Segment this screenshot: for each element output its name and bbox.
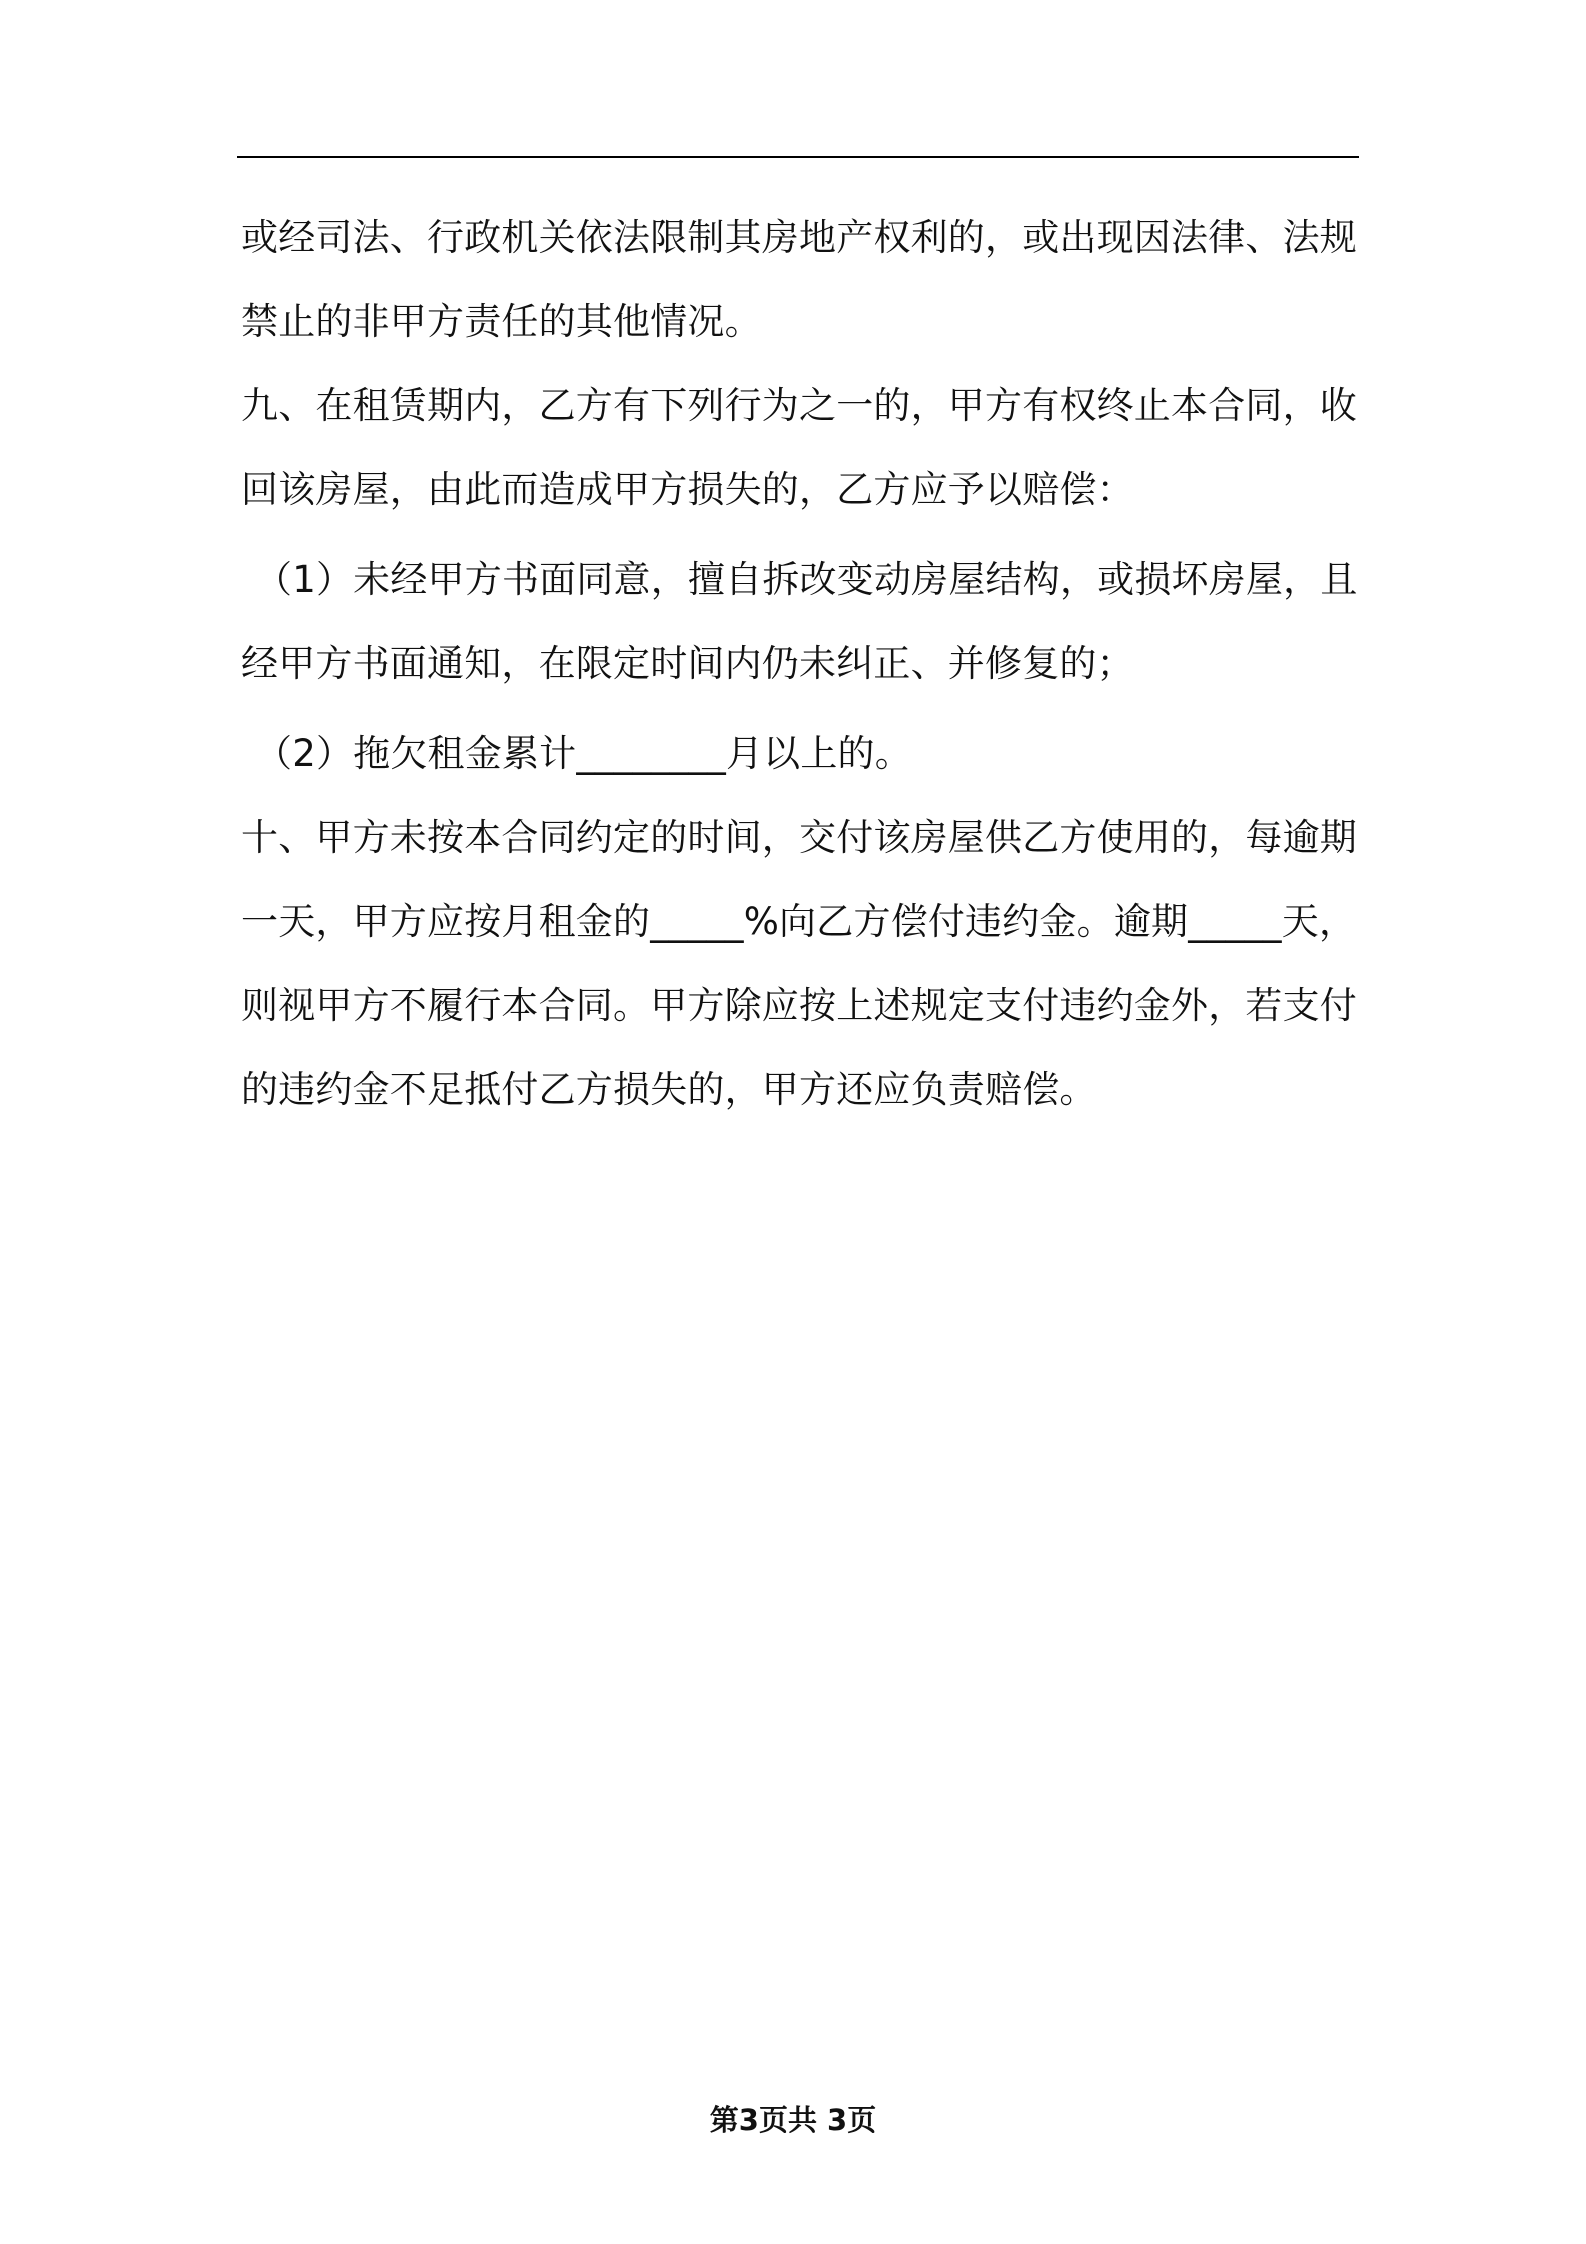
clause-ten-line: 的违约金不足抵付乙方损失的，甲方还应负责赔偿。	[241, 1068, 1097, 1111]
clause-item-1-line: 经甲方书面通知，在限定时间内仍未纠正、并修复的；	[241, 642, 1134, 685]
clause-item-2-line: （2）拖欠租金累计________月以上的。	[255, 732, 912, 775]
clause-ten-line: 十、甲方未按本合同约定的时间，交付该房屋供乙方使用的，每逾期	[241, 816, 1357, 859]
clause-nine-line: 九、在租赁期内，乙方有下列行为之一的，甲方有权终止本合同，收	[241, 384, 1357, 427]
body-line: 禁止的非甲方责任的其他情况。	[241, 300, 762, 343]
clause-item-1-line: （1）未经甲方书面同意，擅自拆改变动房屋结构，或损坏房屋，且	[255, 558, 1358, 601]
clause-nine-line: 回该房屋，由此而造成甲方损失的，乙方应予以赔偿：	[241, 468, 1134, 511]
document-body	[241, 196, 1361, 1132]
clause-ten-line: 则视甲方不履行本合同。甲方除应按上述规定支付违约金外，若支付	[241, 984, 1357, 1027]
clause-ten-line: 一天，甲方应按月租金的_____%向乙方偿付违约金。逾期_____天，	[241, 900, 1357, 943]
body-line: 或经司法、行政机关依法限制其房地产权利的，或出现因法律、法规	[241, 216, 1357, 259]
page-number: 第3页共 3页	[709, 2103, 877, 2137]
header-rule	[237, 156, 1359, 158]
